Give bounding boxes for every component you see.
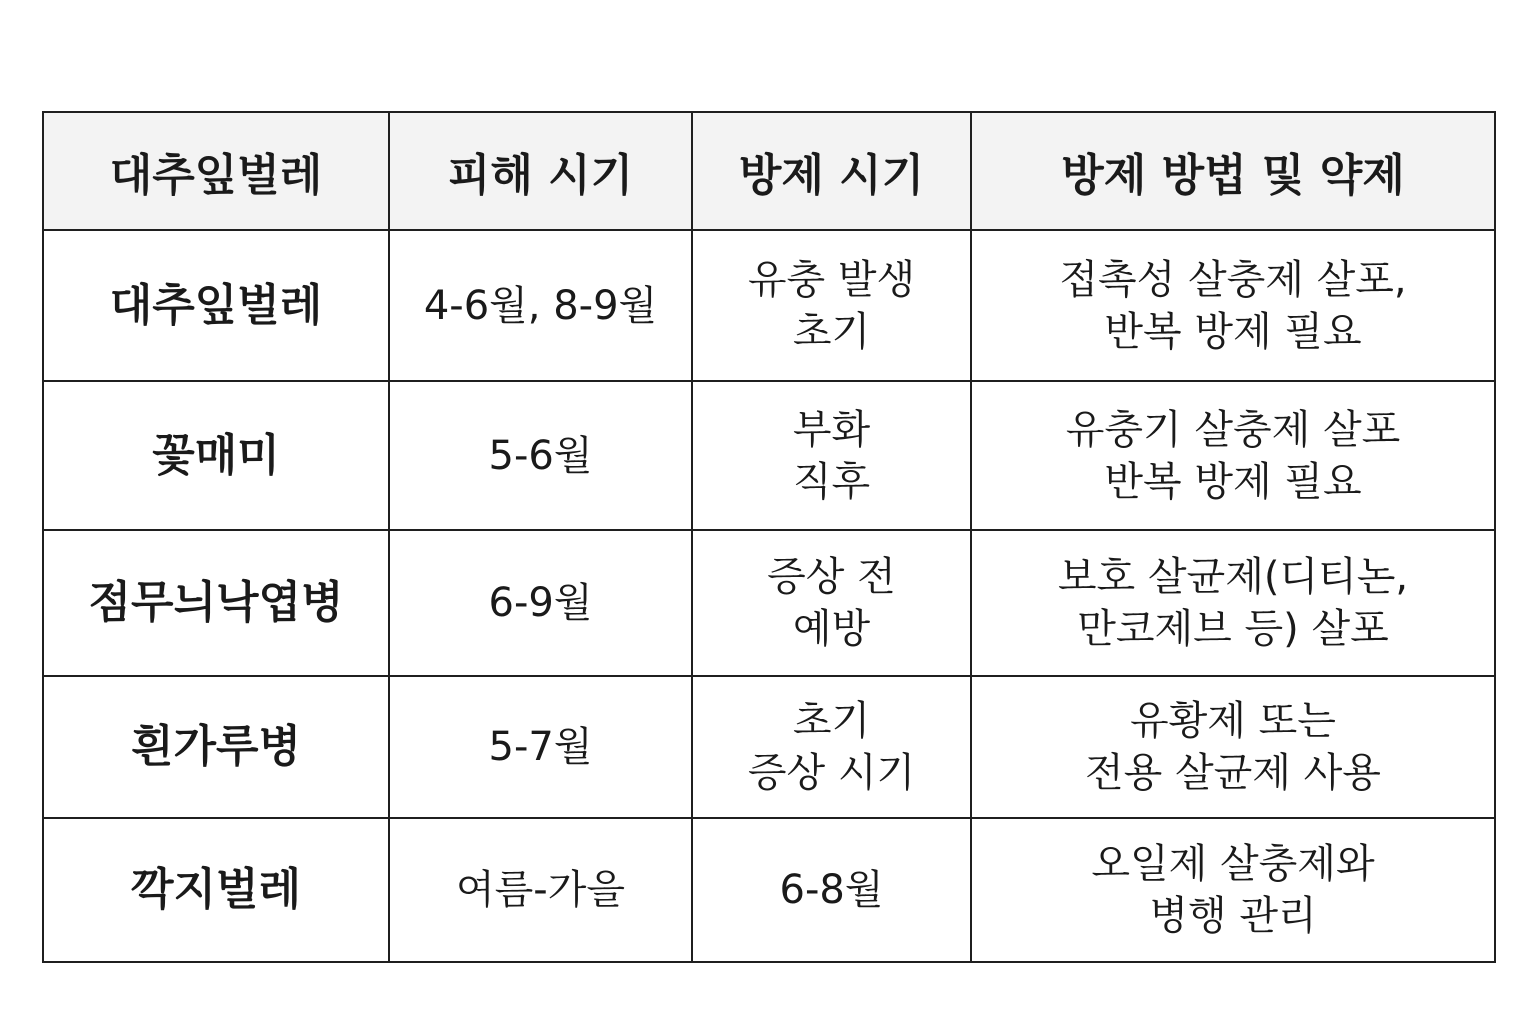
control-time-line: 초기 xyxy=(792,308,871,355)
table-row xyxy=(43,530,1495,676)
control-method-line: 보호 살균제(디티논, xyxy=(1057,554,1409,600)
control-time-line: 부화 xyxy=(792,406,871,453)
table-row xyxy=(43,818,1495,962)
control-time-cell xyxy=(692,530,971,676)
pest-control-table xyxy=(42,111,1496,963)
damage-period-cell: 여름-가을 xyxy=(389,818,692,962)
control-time-cell xyxy=(692,230,971,381)
pest-name-cell: 대추잎벌레 xyxy=(43,230,389,381)
damage-period-cell: 5-6월 xyxy=(389,381,692,530)
table-header-row xyxy=(43,112,1495,230)
control-method-line: 만코제브 등) 살포 xyxy=(1077,606,1389,652)
damage-period-cell: 4-6월, 8-9월 xyxy=(389,230,692,381)
control-method-line: 병행 관리 xyxy=(1149,893,1317,939)
control-time-line: 유충 발생 xyxy=(747,256,916,303)
control-method-cell xyxy=(971,530,1495,676)
control-time-line: 직후 xyxy=(792,458,871,505)
pest-name-cell: 흰가루병 xyxy=(43,676,389,818)
control-method-line: 접촉성 살충제 살포, xyxy=(1059,256,1407,303)
control-time-line: 증상 시기 xyxy=(747,750,916,796)
table-row xyxy=(43,676,1495,818)
pest-name-cell: 꽃매미 xyxy=(43,381,389,530)
control-method-line: 전용 살균제 사용 xyxy=(1085,750,1381,796)
table-row xyxy=(43,230,1495,381)
control-time-line: 증상 전 xyxy=(767,554,896,600)
control-time-line: 초기 xyxy=(792,698,871,744)
pest-name-cell: 점무늬낙엽병 xyxy=(43,530,389,676)
control-method-line: 유황제 또는 xyxy=(1130,698,1336,744)
control-method-cell xyxy=(971,230,1495,381)
control-method-line: 반복 방제 필요 xyxy=(1104,458,1362,505)
header-cell-control-method: 방제 방법 및 약제 xyxy=(971,112,1495,230)
control-time-line: 6-8월 xyxy=(779,867,884,913)
header-cell-damage-period: 피해 시기 xyxy=(389,112,692,230)
control-time-line: 예방 xyxy=(792,606,871,652)
control-method-line: 오일제 살충제와 xyxy=(1091,841,1375,887)
table-row xyxy=(43,381,1495,530)
control-method-line: 유충기 살충제 살포 xyxy=(1065,406,1401,453)
control-method-cell xyxy=(971,676,1495,818)
header-cell-pest: 대추잎벌레 xyxy=(43,112,389,230)
control-method-line: 반복 방제 필요 xyxy=(1104,308,1362,355)
control-method-cell xyxy=(971,818,1495,962)
control-method-cell xyxy=(971,381,1495,530)
damage-period-cell: 6-9월 xyxy=(389,530,692,676)
control-time-cell xyxy=(692,818,971,962)
header-cell-control-time: 방제 시기 xyxy=(692,112,971,230)
pest-name-cell: 깍지벌레 xyxy=(43,818,389,962)
damage-period-cell: 5-7월 xyxy=(389,676,692,818)
control-time-cell xyxy=(692,676,971,818)
control-time-cell xyxy=(692,381,971,530)
